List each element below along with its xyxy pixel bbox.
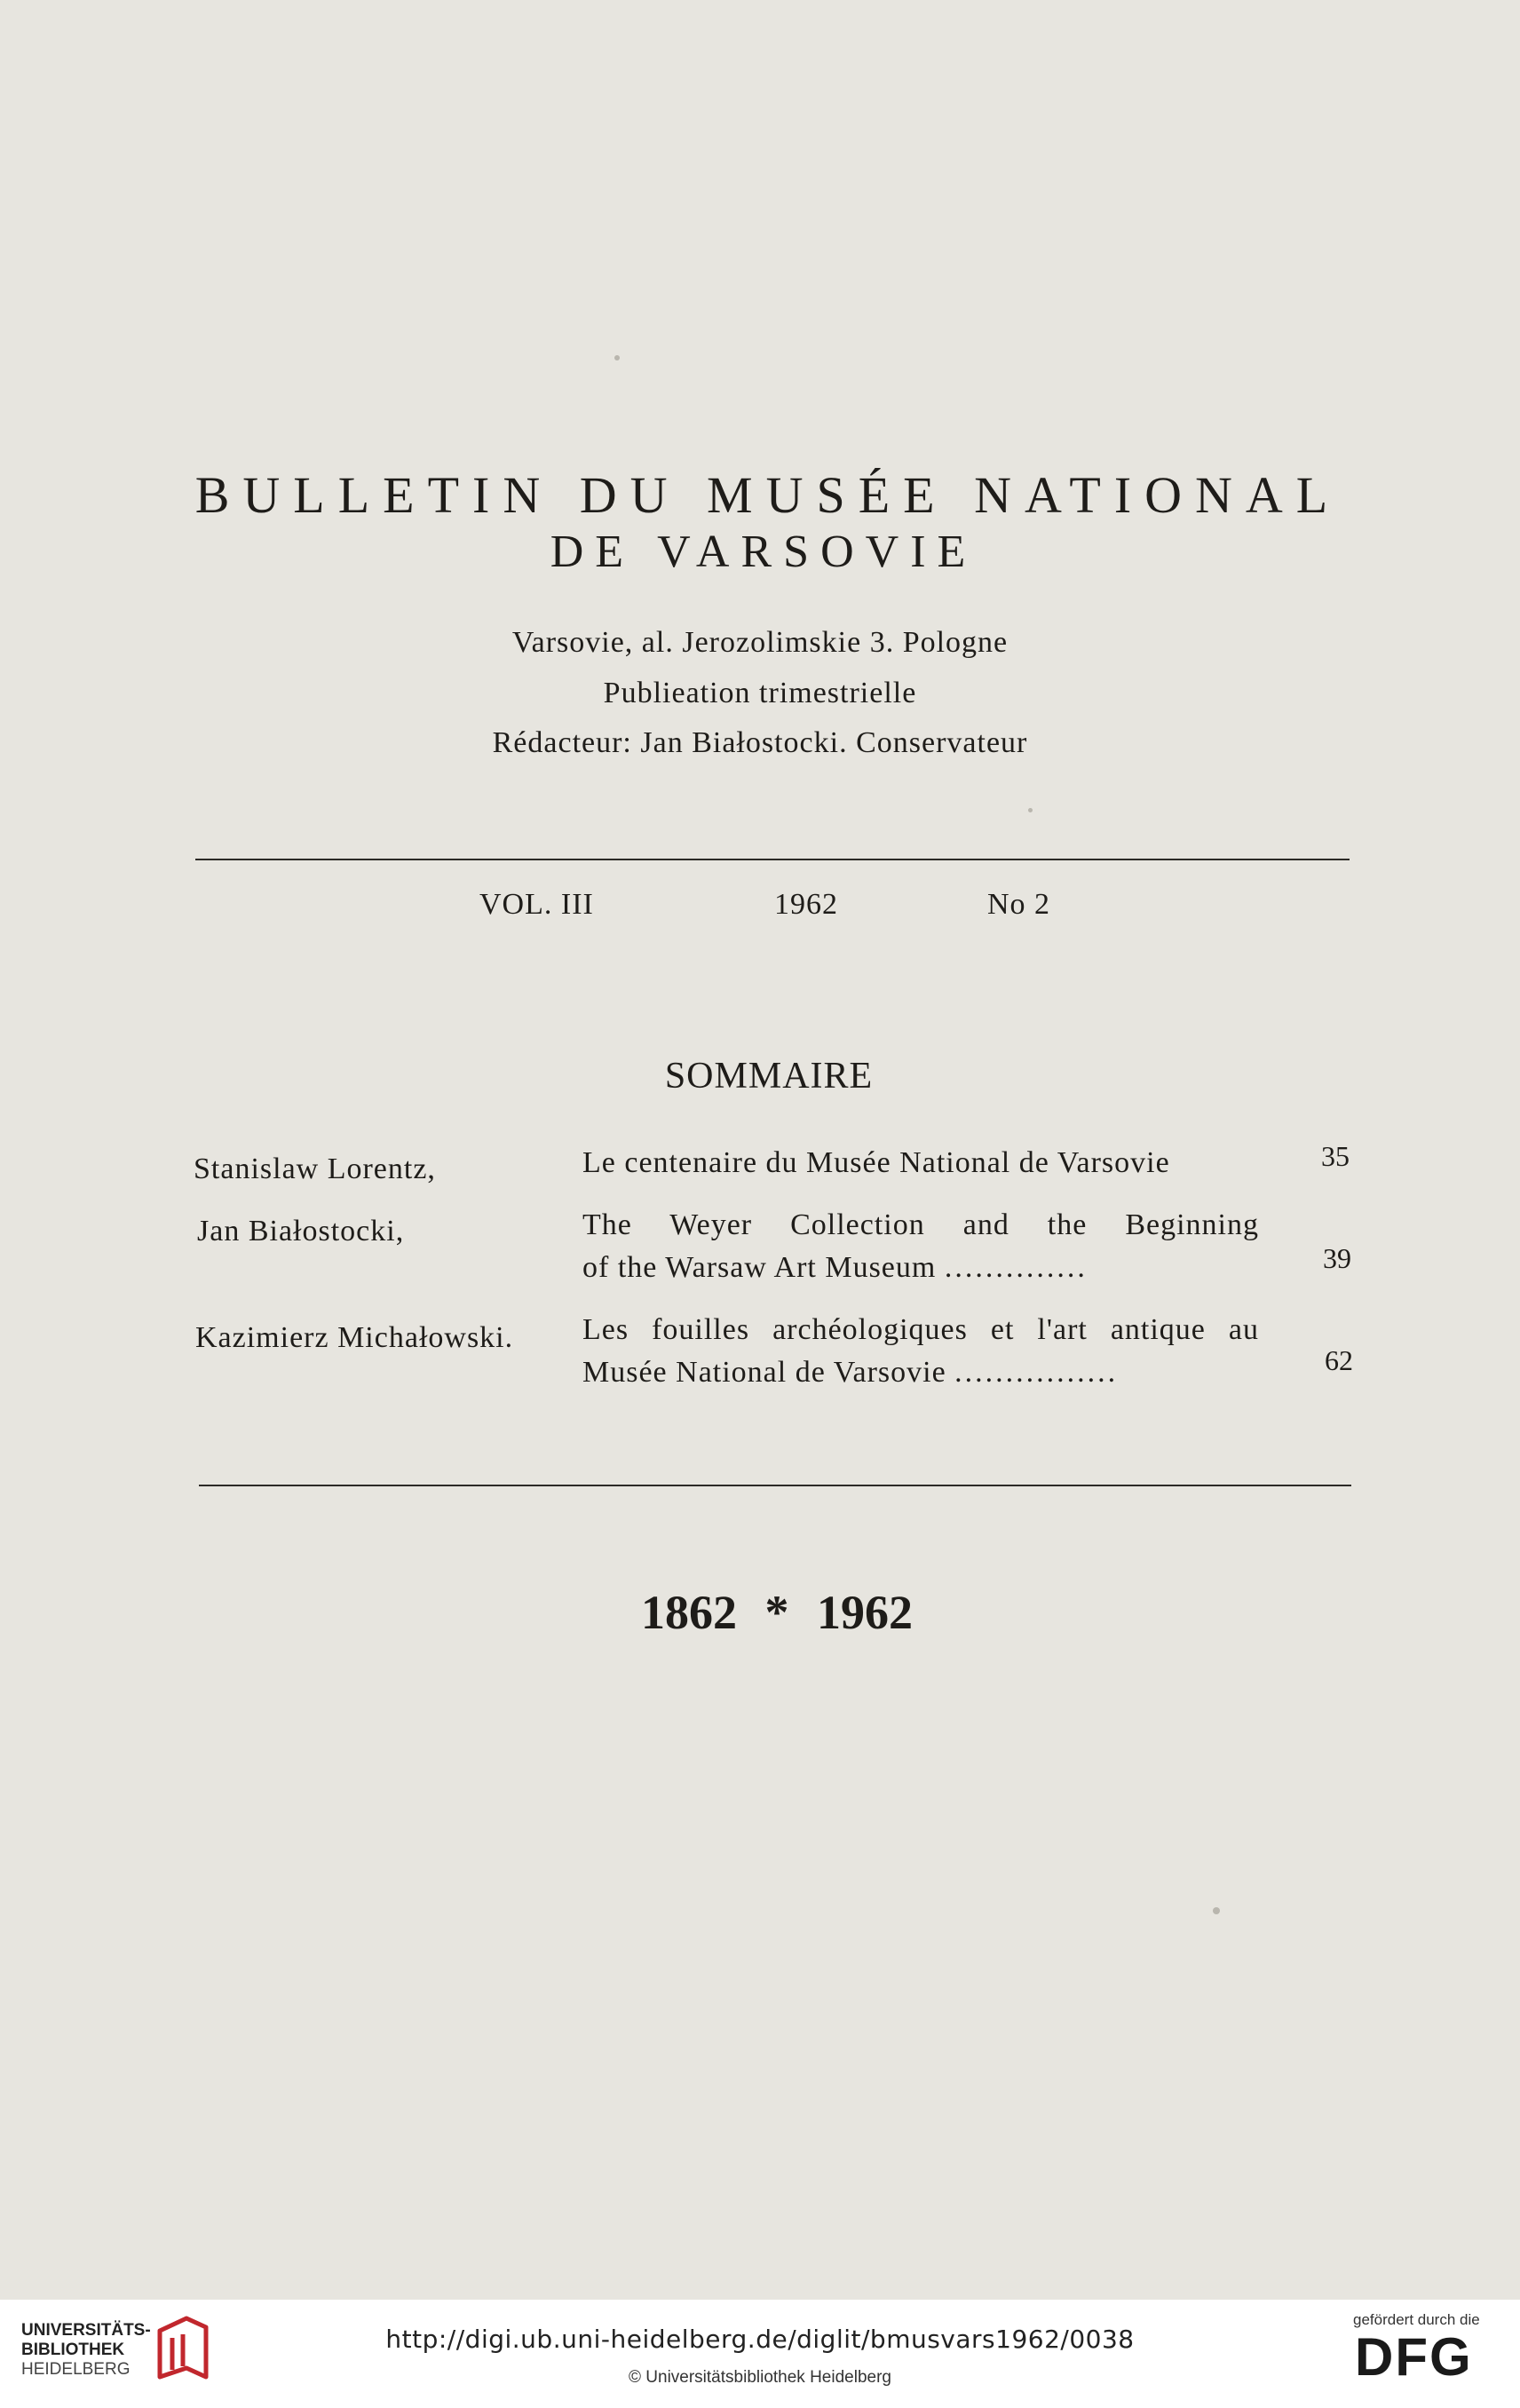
entry-author: Stanislaw Lorentz, [194,1153,436,1185]
entry-title-line2 [582,1351,1259,1394]
issue-year: 1962 [774,888,838,921]
entry-author: Kazimierz Michałowski. [195,1321,514,1354]
dfg-logo: DFG [1355,2327,1473,2387]
entry-title-line: Le centenaire du Musée National de Varsovie [582,1146,1170,1179]
library-name-line2: BIBLIOTHEK [21,2341,125,2359]
paper-speck [1028,808,1033,812]
entry-title-line: Les fouilles archéologiques et l'art antique au [582,1313,1259,1346]
top-divider [195,859,1350,860]
editor-line: Rédacteur: Jan Białostocki. Conservateur [492,726,1028,759]
entry-page-number: 62 [1325,1344,1353,1376]
entry-page-number: 35 [1321,1140,1350,1172]
entry-title-text: Musée National de Varsovie [582,1356,946,1389]
journal-title-line1: BULLETIN DU MUSÉE NATIONAL [194,466,1342,524]
bottom-divider [199,1485,1351,1486]
entry-title-line: The Weyer Collection and the Beginning [582,1208,1259,1241]
entry-author: Jan Białostocki, [197,1215,405,1248]
funding-caption: gefördert durch die [1353,2311,1480,2328]
library-name-line1: UNIVERSITÄTS- [21,2321,151,2340]
paper-speck [1213,1907,1220,1914]
source-url-link[interactable]: http://digi.ub.uni-heidelberg.de/diglit/bmusvars1962/0038 [385,2325,1135,2354]
entry-title-text: of the Warsaw Art Museum [582,1251,937,1284]
issue-number: No 2 [987,888,1051,921]
issue-volume: VOL. III [479,888,594,921]
footer-bar [0,2300,1520,2408]
anniversary-years: 1862 * 1962 [641,1586,913,1639]
entry-title-line2 [582,1247,1259,1289]
publisher-address: Varsovie, al. Jerozolimskie 3. Pologne [511,626,1009,659]
publication-frequency: Publieation trimestrielle [603,677,917,709]
copyright-notice: © Universitätsbibliothek Heidelberg [629,2368,891,2387]
library-name-line3: HEIDELBERG [21,2360,131,2379]
entry-title [582,1142,1259,1184]
journal-title-line2: DE VARSOVIE [550,527,978,577]
entry-dot-leader: ................ [954,1356,1119,1389]
entry-title [582,1309,1259,1394]
entry-page-number: 39 [1323,1242,1351,1274]
contents-heading: SOMMAIRE [664,1056,874,1097]
entry-dot-leader: .............. [944,1251,1088,1284]
paper-speck [614,355,620,360]
entry-title [582,1204,1259,1289]
